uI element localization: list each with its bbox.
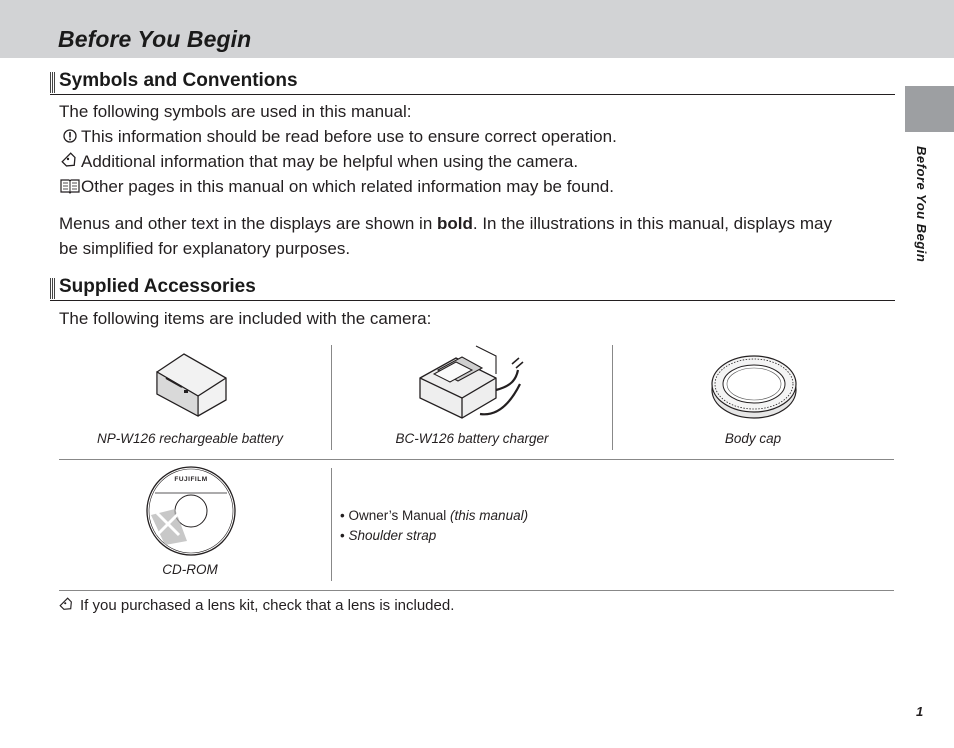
conventions-paragraph [59,211,832,236]
conventions-paragraph-line2: be simplified for explanatory purposes. [59,239,351,258]
tip-tag-icon [59,150,81,175]
symbols-heading [50,70,895,95]
cd-rom-label: FUJIFILM [174,476,208,483]
other-items-list [340,506,528,546]
symbols-heading-text: Symbols and Conventions [59,70,298,91]
accessories-intro: The following items are included with the camera: [59,309,432,328]
charger-icon [416,344,526,422]
lens-kit-note-text: If you purchased a lens kit, check that a lens is included. [80,597,455,614]
body-cap-icon [709,350,799,420]
owners-manual-label: Owner’s Manual [348,508,447,523]
list-item: • Shoulder strap [340,528,437,543]
side-tab [905,86,954,132]
battery-caption: NP-W126 rechargeable battery [96,431,284,446]
caution-icon [59,125,81,150]
symbol-tip-text: Additional information that may be helpful when using the camera. [81,152,579,171]
bold-example: bold [437,214,473,233]
page-title: Before You Begin [58,26,252,52]
tip-tag-icon [60,598,74,612]
symbol-caution-line [59,124,617,150]
symbol-book-text: Other pages in this manual on which related information may be found. [81,177,614,196]
para-after-bold: . In the illustrations in this manual, displays may [472,214,832,233]
symbols-intro: The following symbols are used in this manual: [59,102,412,121]
battery-icon [152,350,232,420]
cell-divider [331,468,332,581]
row-divider [59,590,894,591]
accessories-heading [50,276,895,301]
body-cap-caption: Body cap [724,431,782,446]
list-item: • Owner’s Manual (this manual) [340,508,529,523]
cd-rom-caption: CD-ROM [162,562,218,577]
accessories-heading-text: Supplied Accessories [59,276,256,297]
row-divider [59,459,894,460]
side-label: Before You Begin [914,146,929,263]
page-number: 1 [916,704,924,719]
cell-divider [612,345,613,450]
symbol-caution-text: This information should be read before use to ensure correct operation. [81,127,617,146]
heading-bar [50,72,56,93]
book-icon [59,175,81,200]
shoulder-strap-label: Shoulder strap [348,528,437,543]
charger-caption: BC-W126 battery charger [395,431,549,446]
heading-bar [50,278,56,299]
para-before-bold: Menus and other text in the displays are shown in [59,214,437,233]
symbol-tip-line [59,149,578,175]
lens-kit-note [60,596,454,614]
owners-manual-note: (this manual) [450,508,529,523]
cell-divider [331,345,332,450]
symbol-book-line [59,174,614,200]
